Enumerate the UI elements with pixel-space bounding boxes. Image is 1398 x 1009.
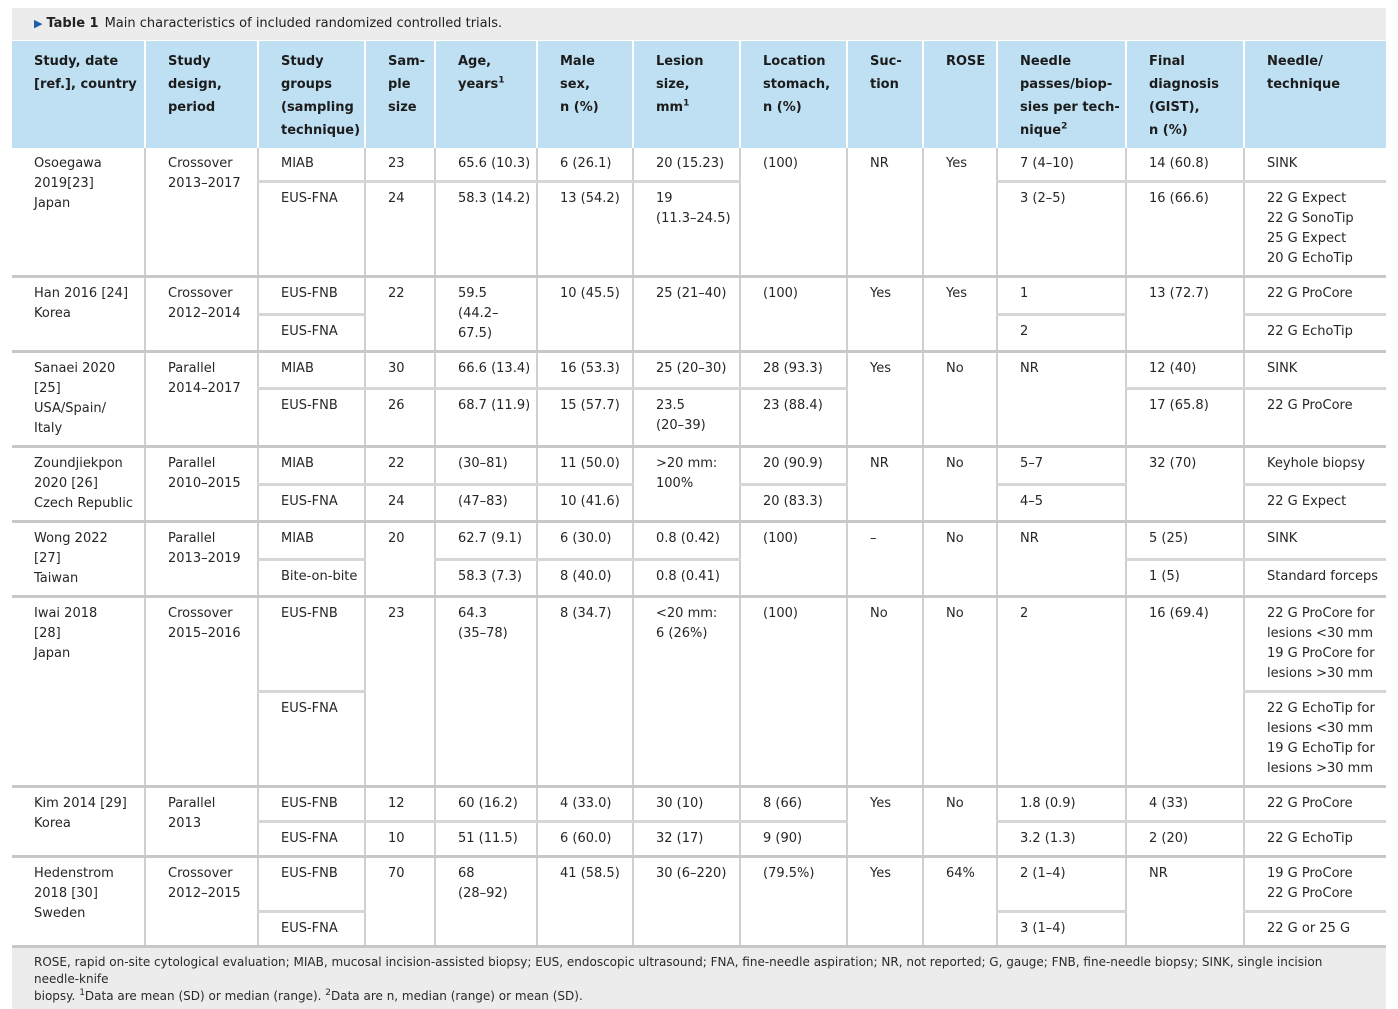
cell-group: EUS-FNA (258, 822, 365, 857)
cell-male: 11 (50.0) (537, 447, 633, 485)
header-lesion-size: Lesion size, $mm^1$ (633, 41, 740, 148)
cell-lesion: 20 (15.23) (633, 148, 740, 182)
cell-study: Osoegawa 2019[23] Japan (34, 156, 102, 211)
cell-suction: Yes (847, 277, 923, 352)
cell-needle: SINK (1244, 352, 1386, 389)
cell-design: Parallel 2010–2015 (145, 447, 258, 522)
cell-design: Parallel 2014–2017 (145, 352, 258, 447)
table-row (12, 857, 1386, 912)
cell-male: 8 (40.0) (537, 559, 633, 597)
cell-lesion: 25 (21–40) (633, 277, 740, 352)
table-caption (12, 8, 1386, 40)
cell-size: 22 (365, 447, 435, 485)
cell-needle: 22 G ProCore (1244, 787, 1386, 822)
cell-age: 58.3 (7.3) (435, 559, 537, 597)
cell-final: 13 (72.7) (1126, 277, 1244, 352)
cell-final: 14 (60.8) (1126, 148, 1244, 182)
cell-passes: 3 (1–4) (997, 912, 1126, 946)
cell-lesion: 30 (10) (633, 787, 740, 822)
header-suction: Suc- tion (847, 41, 923, 148)
cell-needle: 22 G Expect (1244, 484, 1386, 522)
cell-passes: 1.8 (0.9) (997, 787, 1126, 822)
cell-final: 1 (5) (1126, 559, 1244, 597)
header-needle-passes: Needle passes/biop- sies per tech- nique$^2$ (997, 41, 1126, 148)
cell-male: 41 (58.5) (537, 857, 633, 946)
cell-location: 9 (90) (740, 822, 847, 857)
cell-needle: 22 G ProCore (1244, 277, 1386, 315)
cell-location: (100) (740, 522, 847, 597)
cell-group: EUS-FNB (258, 857, 365, 912)
cell-size: 23 (365, 148, 435, 182)
cell-lesion: 19 (11.3–24.5) (633, 182, 740, 277)
header-groups: Study groups (sampling technique) (258, 41, 365, 148)
cell-design: Parallel 2013 (145, 787, 258, 857)
cell-suction: – (847, 522, 923, 597)
cell-lesion: 23.5 (20–39) (633, 388, 740, 446)
cell-passes: 3 (2–5) (997, 182, 1126, 277)
cell-final: 12 (40) (1126, 352, 1244, 389)
cell-location: (100) (740, 148, 847, 277)
table-label: Table 1 (46, 16, 99, 31)
cell-group: MIAB (258, 148, 365, 182)
cell-size: 12 (365, 787, 435, 822)
cell-passes: 1 (997, 277, 1126, 315)
cell-location: 23 (88.4) (740, 388, 847, 446)
cell-suction: Yes (847, 352, 923, 447)
cell-rose: Yes (923, 148, 997, 277)
cell-suction: NR (847, 447, 923, 522)
cell-group: MIAB (258, 352, 365, 389)
cell-passes: NR (997, 352, 1126, 447)
cell-needle: 19 G ProCore 22 G ProCore (1244, 857, 1386, 912)
cell-lesion: 30 (6–220) (633, 857, 740, 946)
table-row (12, 522, 1386, 560)
cell-final: 5 (25) (1126, 522, 1244, 560)
cell-needle: 22 G ProCore (1244, 388, 1386, 446)
cell-age: 58.3 (14.2) (435, 182, 537, 277)
cell-location: (100) (740, 597, 847, 787)
table-row (12, 597, 1386, 692)
cell-design: Crossover 2012–2015 (145, 857, 258, 946)
cell-design: Crossover 2012–2014 (145, 277, 258, 352)
cell-male: 6 (60.0) (537, 822, 633, 857)
header-age: Age, years$^1$ (435, 41, 537, 148)
cell-suction: Yes (847, 787, 923, 857)
cell-male: 4 (33.0) (537, 787, 633, 822)
cell-needle: 22 G EchoTip (1244, 822, 1386, 857)
header-needle-technique: Needle/ technique (1244, 41, 1386, 148)
cell-group: EUS-FNB (258, 388, 365, 446)
cell-size: 10 (365, 822, 435, 857)
cell-rose: No (923, 352, 997, 447)
cell-age: 51 (11.5) (435, 822, 537, 857)
cell-passes: 2 (997, 597, 1126, 787)
header-male-sex: Male sex, n (%) (537, 41, 633, 148)
cell-location: 20 (90.9) (740, 447, 847, 485)
header-location: Location stomach, n (%) (740, 41, 847, 148)
header-rose: ROSE (923, 41, 997, 148)
cell-male: 6 (30.0) (537, 522, 633, 560)
cell-male: 16 (53.3) (537, 352, 633, 389)
cell-male: 8 (34.7) (537, 597, 633, 787)
cell-passes: 5–7 (997, 447, 1126, 485)
table-row (12, 352, 1386, 389)
cell-rose: No (923, 787, 997, 857)
header-row (12, 41, 1386, 148)
cell-group: EUS-FNB (258, 787, 365, 822)
cell-passes: 7 (4–10) (997, 148, 1126, 182)
cell-group: EUS-FNA (258, 484, 365, 522)
header-design: Study design, period (145, 41, 258, 148)
cell-rose: Yes (923, 277, 997, 352)
table-figure (12, 8, 1386, 1009)
cell-rose: No (923, 597, 997, 787)
cell-lesion: <20 mm: 6 (26%) (633, 597, 740, 787)
cell-suction: Yes (847, 857, 923, 946)
cell-age: 62.7 (9.1) (435, 522, 537, 560)
cell-passes: 4–5 (997, 484, 1126, 522)
cell-group: EUS-FNB (258, 277, 365, 315)
cell-needle: Standard forceps (1244, 559, 1386, 597)
cell-study: Han 2016 [24] Korea (12, 277, 145, 352)
cell-final: 16 (66.6) (1126, 182, 1244, 277)
cell-lesion: 25 (20–30) (633, 352, 740, 389)
cell-group: EUS-FNA (258, 912, 365, 946)
table-row (12, 148, 1386, 182)
cell-needle: 22 G or 25 G (1244, 912, 1386, 946)
cell-needle: 22 G Expect 22 G SonoTip 25 G Expect 20 G EchoTip (1244, 182, 1386, 277)
cell-group: EUS-FNA (258, 182, 365, 277)
cell-location: (79.5%) (740, 857, 847, 946)
cell-rose: No (923, 447, 997, 522)
cell-age: 68.7 (11.9) (435, 388, 537, 446)
cell-lesion: 32 (17) (633, 822, 740, 857)
cell-study: Kim 2014 [29] Korea (12, 787, 145, 857)
cell-design: Crossover 2015–2016 (145, 597, 258, 787)
cell-study: Wong 2022 [27] Taiwan (12, 522, 145, 597)
characteristics-table (12, 41, 1386, 945)
table-row (12, 447, 1386, 485)
cell-rose: 64% (923, 857, 997, 946)
cell-passes: NR (997, 522, 1126, 597)
cell-needle: 22 G EchoTip for lesions <30 mm 19 G EchoTip for lesions >30 mm (1244, 692, 1386, 787)
caption-text: Main characteristics of included randomized controlled trials. (104, 16, 503, 31)
cell-passes: 2 (1–4) (997, 857, 1126, 912)
cell-male: 13 (54.2) (537, 182, 633, 277)
cell-final: 16 (69.4) (1126, 597, 1244, 787)
cell-age: (47–83) (435, 484, 537, 522)
cell-final: 2 (20) (1126, 822, 1244, 857)
cell-group: EUS-FNB (258, 597, 365, 692)
cell-study: Hedenstrom 2018 [30] Sweden (12, 857, 145, 946)
cell-final: 17 (65.8) (1126, 388, 1244, 446)
cell-size: 24 (365, 484, 435, 522)
cell-size: 70 (365, 857, 435, 946)
cell-lesion: 0.8 (0.42) (633, 522, 740, 560)
cell-rose: No (923, 522, 997, 597)
footnote-line-1: ROSE, rapid on-site cytological evaluation; MIAB, mucosal incision-assisted biopsy; EUS, endoscopic ultrasound; FNA, fine-needle aspiration; NR, not reported; G, gauge; FNB, fine-needle biopsy; SINK, single incision needle-knife (34, 955, 1323, 986)
table-row (12, 277, 1386, 315)
cell-age: 66.6 (13.4) (435, 352, 537, 389)
cell-needle: SINK (1244, 522, 1386, 560)
cell-age: 60 (16.2) (435, 787, 537, 822)
cell-final: 32 (70) (1126, 447, 1244, 522)
cell-group: MIAB (258, 522, 365, 560)
cell-design: Parallel 2013–2019 (145, 522, 258, 597)
cell-male: 15 (57.7) (537, 388, 633, 446)
cell-final: NR (1126, 857, 1244, 946)
cell-age: 68 (28–92) (435, 857, 537, 946)
cell-age: 64.3 (35–78) (435, 597, 537, 787)
cell-final: 4 (33) (1126, 787, 1244, 822)
cell-size: 20 (365, 522, 435, 597)
cell-study: Sanaei 2020 [25] USA/Spain/ Italy (12, 352, 145, 447)
table-row (12, 787, 1386, 822)
cell-group: EUS-FNA (258, 692, 365, 787)
cell-lesion: >20 mm: 100% (633, 447, 740, 522)
header-study: Study, date [ref.], country (12, 41, 145, 148)
cell-needle: SINK (1244, 148, 1386, 182)
cell-male: 10 (41.6) (537, 484, 633, 522)
cell-group: Bite-on-bite (258, 559, 365, 597)
cell-location: 8 (66) (740, 787, 847, 822)
cell-male: 6 (26.1) (537, 148, 633, 182)
cell-male: 10 (45.5) (537, 277, 633, 352)
cell-group: MIAB (258, 447, 365, 485)
cell-suction: No (847, 597, 923, 787)
cell-needle: Keyhole biopsy (1244, 447, 1386, 485)
header-sample-size: Sam- ple size (365, 41, 435, 148)
cell-design: Crossover 2013–2017 (145, 148, 258, 277)
cell-passes: 2 (997, 314, 1126, 352)
cell-location: (100) (740, 277, 847, 352)
header-final-diagnosis: Final diagnosis (GIST), n (%) (1126, 41, 1244, 148)
footnote-line-2: biopsy. $^1$Data are mean (SD) or median (range). $^2$Data are n, median (range) or mean (SD). (34, 988, 583, 1003)
cell-study: Zoundjiekpon 2020 [26] Czech Republic (12, 447, 145, 522)
cell-age: 59.5 (44.2–67.5) (435, 277, 537, 352)
cell-group: EUS-FNA (258, 314, 365, 352)
cell-lesion: 0.8 (0.41) (633, 559, 740, 597)
cell-needle: 22 G EchoTip (1244, 314, 1386, 352)
cell-size: 23 (365, 597, 435, 787)
cell-age: 65.6 (10.3) (435, 148, 537, 182)
triangle-icon: ▶ (34, 17, 43, 30)
table-footnote (12, 945, 1386, 1009)
cell-needle: 22 G ProCore for lesions <30 mm 19 G ProCore for lesions >30 mm (1244, 597, 1386, 692)
cell-size: 22 (365, 277, 435, 352)
cell-age: (30–81) (435, 447, 537, 485)
cell-size: 24 (365, 182, 435, 277)
cell-passes: 3.2 (1.3) (997, 822, 1126, 857)
cell-suction: NR (847, 148, 923, 277)
cell-location: 28 (93.3) (740, 352, 847, 389)
cell-location: 20 (83.3) (740, 484, 847, 522)
cell-size: 30 (365, 352, 435, 389)
cell-study: Iwai 2018 [28] Japan (12, 597, 145, 787)
cell-size: 26 (365, 388, 435, 446)
